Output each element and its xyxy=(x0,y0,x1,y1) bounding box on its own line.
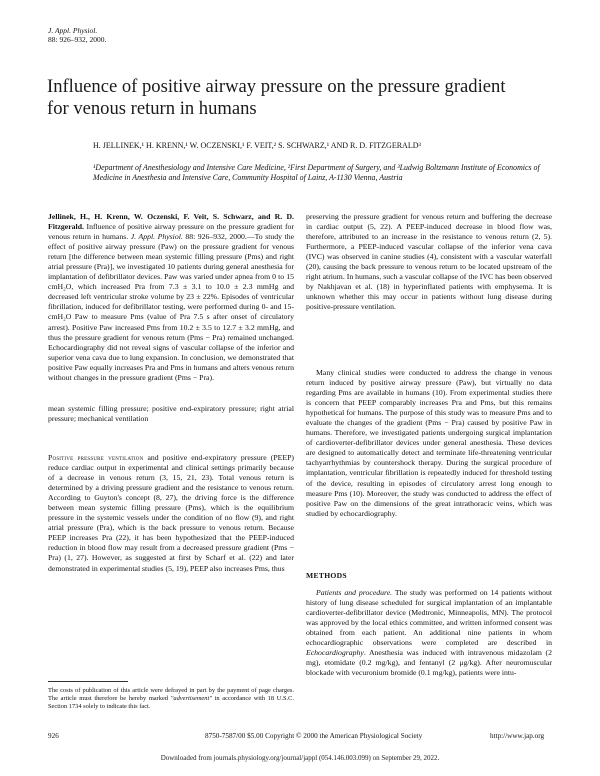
copyright-line: 8750-7587/00 $5.00 Copyright © 2000 the American Physiological Society xyxy=(205,732,423,740)
body-paragraph-1: preserving the pressure gradient for venous return and buffering the decrease in cardiac output (5, 22). A PEEP-induced decrease in blood flow was, therefore, attributed to an increase in the resistance to venous return (2, 5). Furthermore, a PEEP-induced vascular collapse of the inferior vena cava (IVC) was observed in canine studies (4), consistent with a vascular waterfall (20), causing the back pressure to venous return to be located upstream of the right atrium. In humans, such a vascular collapse of the IVC has been observed by Nakhjavan et al. (18) in hyperinflated patients with emphysema. It is unknown whether this may occur in patients without lung disease during positive-pressure ventilation. xyxy=(306,212,552,312)
journal-name: J. Appl. Physiol. xyxy=(48,26,98,35)
intro-text: and positive end-expiratory pressure (PEEP) reduce cardiac output in experimental and clinical settings primarily because of a decrease in venous return (3, 15, 21, 23). Total venous return is determined by a driving pressure gradient and the resistance to venous return. According to Guyton's concept (8, 27), the driving force is the difference between mean systemic filling pressure (Pms), which is the equilibrium pressure in the systemic vessels under the condition of no flow (9), and right atrial pressure (Pra), which is the back pressure to venous return. Because PEEP increases Pra (22), it has been hypothesized that the PEEP-induced reduction in blood flow may result from a decreased pressure gradient (Pms − Pra) (1, 27). However, as suggested at first by Scharf et al. (22) and later demonstrated in experimental studies (5, 19), PEEP also increases Pms, thus xyxy=(48,453,294,573)
article-title: Influence of positive airway pressure on the pressure gradient for venous return in humans xyxy=(47,76,506,119)
intro-lead: Positive pressure ventilation xyxy=(48,453,144,462)
abstract-citation-lead: Jellinek, H., H. Krenn, W. Oczenski, F. Veit, S. Schwarz, and R. D. Fitzgerald. xyxy=(48,212,294,232)
methods-heading: METHODS xyxy=(306,571,347,580)
abstract-body-2: 88: 926–932, 2000.—To study the effect of positive airway pressure (Paw) on the pressure gradient for venous return [the difference between mean systemic filling pressure (Pms) and right atrial pressure (Pra)], we investigated 10 patients during general anesthesia for implantation of defibrillator devices. Paw was varied under apnea from 0 to 15 cmH₂O, which increased Pra from 7.3 ± 3.1 to 10.0 ± 2.3 mmHg and decreased left ventricular stroke volume by 23 ± 22%. Episodes of ventricular fibrillation, induced for defibrillator testing, were performed during 0- and 15-cmH₂O Paw to measure Pms (value of Pra 7.5 s after onset of circulatory arrest). Positive Paw increased Pms from 10.2 ± 3.5 to 12.7 ± 3.2 mmHg, and thus the pressure gradient for venous return (Pms − Pra) remained unchanged. Echocardiography did not reveal signs of vascular collapse of the inferior and superior vena cava due to lung expansion. In conclusion, we demonstrated that positive Paw equally increases Pra and Pms in humans and alters venous return without changes in the pressure gradient (Pms − Pra). xyxy=(48,232,295,382)
footnote-marked: ''advertisement'' xyxy=(170,695,212,702)
introduction-paragraph xyxy=(48,453,294,574)
body-paragraph-2: Many clinical studies were conducted to address the change in venous return induced by positive airway pressure (Paw), but virtually no data regarding Pms are available in humans (10). From experimental studies there is concern that PEEP comparably increases Pra and Pms, but this remains hypothetical for humans. The purpose of this study was to measure Pms and to evaluate the changes of the gradient (Pms − Pra) caused by positive Paw in humans. Therefore, we investigated patients undergoing surgical implantation of cardioverter-defibrillator devices under general anesthesia. These devices are designed to automatically detect and terminate life-threatening ventricular tachyarrhythmias by countershock therapy. During the surgical procedure of implantation, ventricular fibrillation is repeatedly induced for threshold testing of the device, resulting in episodes of circulatory arrest long enough to measure Pms (10). Moreover, the study was conducted to address the effect of positive Paw on the dimensions of the great intrathoracic veins, which was studied by echocardiography. xyxy=(306,368,552,518)
page-number: 926 xyxy=(48,732,59,740)
affiliations: ¹Department of Anesthesiology and Intensive Care Medicine, ²First Department of Surgery, and ³Ludwig Boltzmann Institute of Economics of Medicine in Anesthesia and Intensive Care, Community Hospital of Lainz, A-1130 Vienna, Austria xyxy=(93,163,540,183)
methods-subheading: Patients and procedure. xyxy=(316,588,393,597)
footnote-divider xyxy=(48,681,128,682)
download-notice: Downloaded from journals.physiology.org/journal/jappl (054.146.003.099) on September 29, 2022. xyxy=(160,754,440,762)
abstract-body-1: Influence of positive airway pressure on the pressure gradient for venous return in humans. xyxy=(48,222,294,242)
author-list: H. JELLINEK,¹ H. KRENN,¹ W. OCZENSKI,¹ F. VEIT,² S. SCHWARZ,¹ AND R. D. FITZGERALD³ xyxy=(93,141,421,150)
abstract xyxy=(48,212,294,383)
methods-text-2: . Anesthesia was induced with intravenous midazolam (2 mg), etomidate (0.2 mg/kg), and fentanyl (2 μg/kg). After neuromuscular blockade with vecuronium bromide (0.1 mg/kg), patients were intu- xyxy=(306,648,552,678)
journal-url-link[interactable]: http://www.jap.org xyxy=(490,732,545,740)
keywords: mean systemic filling pressure; positive end-expiratory pressure; right atrial pressure; mechanical ventilation xyxy=(48,404,294,424)
methods-ref: Echocardiography xyxy=(306,648,364,658)
journal-citation: 88: 926–932, 2000. xyxy=(48,35,107,44)
journal-header xyxy=(48,26,106,44)
footnote xyxy=(48,687,294,711)
footnote-text-1: The costs of publication of this article were defrayed in part by the payment of page charges. The article must therefore be hereby marked xyxy=(48,687,294,702)
methods-paragraph xyxy=(306,588,552,678)
methods-text-1: The study was performed on 14 patients without history of lung disease scheduled for surgical implantation of an implantable cardioverter-defibrillator device (Medtronic, Minneapolis, MN). The protocol was approved by the local ethics committee, and written informed consent was obtained from each patient. An additional nine patients in whom echocardiographic observations were completed are described in xyxy=(306,588,552,648)
abstract-journal-ref: J. Appl. Physiol. xyxy=(130,232,183,242)
footnote-text-2: in accordance with 18 U.S.C. Section 1734 solely to indicate this fact. xyxy=(48,695,295,710)
